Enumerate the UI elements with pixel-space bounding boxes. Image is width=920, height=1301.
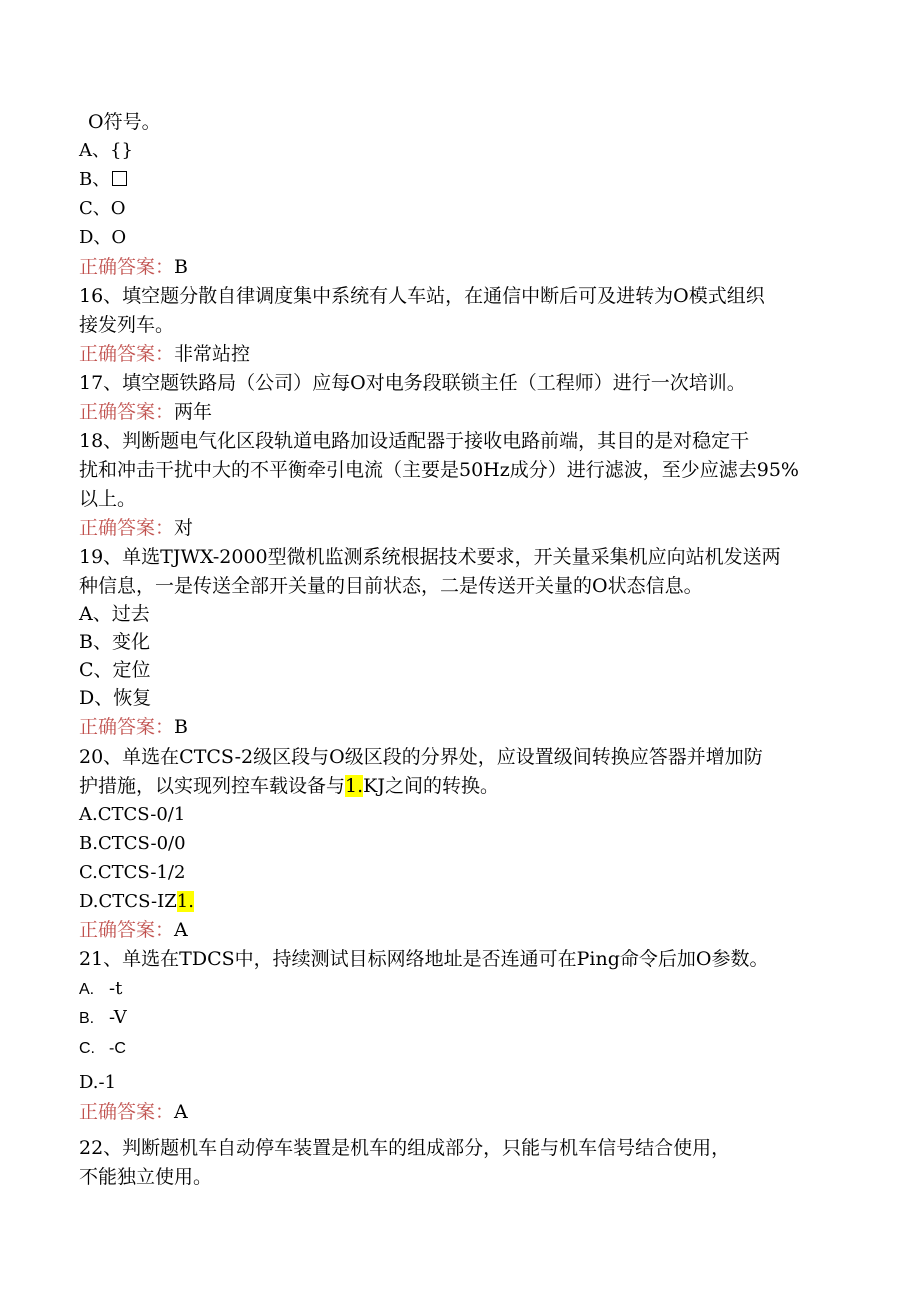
option-b <box>79 166 127 194</box>
highlighted-text: 1. <box>345 775 364 797</box>
answer-value: 对 <box>174 517 194 539</box>
question-22: 22、判断题机车自动停车装置是机车的组成部分，只能与机车信号结合使用， <box>79 1137 731 1159</box>
question-20: 20、单选在CTCS-2级区段与O级区段的分界处，应设置级间转换应答器并增加防 <box>79 746 763 768</box>
answer-label: 正确答案： <box>79 716 175 738</box>
answer-label: 正确答案： <box>79 256 175 278</box>
answer-line <box>79 713 188 741</box>
option-label: B、 <box>79 169 111 190</box>
option-d: D.-1 <box>79 1072 117 1093</box>
text-line: 扰和冲击干扰中大的不平衡牵引电流（主要是50Hz成分）进行滤波，至少应滤去95% <box>79 459 799 481</box>
option-b: B.CTCS-0/0 <box>79 833 186 854</box>
question-18: 18、判断题电气化区段轨道电路加设适配器于接收电路前端，其目的是对稳定干 <box>79 430 750 452</box>
option-d <box>79 888 194 916</box>
option-letter: A. <box>79 981 95 998</box>
question-16: 16、填空题分散自律调度集中系统有人车站，在通信中断后可及进转为O模式组织 <box>79 285 765 307</box>
option-letter: B. <box>79 1010 95 1027</box>
text-line: O符号。 <box>88 111 161 133</box>
question-17: 17、填空题铁路局（公司）应每O对电务段联锁主任（工程师）进行一次培训。 <box>79 372 746 394</box>
answer-line <box>79 398 212 426</box>
answer-line <box>79 1098 188 1126</box>
text-line: 种信息，一是传送全部开关量的目前状态，二是传送开关量的O状态信息。 <box>79 575 703 597</box>
option-c <box>79 1034 126 1063</box>
text-line: 不能独立使用。 <box>79 1166 213 1188</box>
option-a: A、{} <box>79 140 133 161</box>
text-segment: KJ之间的转换。 <box>363 775 499 797</box>
answer-value: A <box>174 1101 188 1123</box>
option-c: C、定位 <box>79 659 151 681</box>
option-a: A、过去 <box>79 603 150 625</box>
option-text: -t <box>109 978 123 999</box>
option-text: -C <box>109 1040 126 1057</box>
text-line <box>79 772 499 800</box>
text-line: 接发列车。 <box>79 314 175 336</box>
square-icon <box>112 171 127 186</box>
option-d: D、恢复 <box>79 687 152 709</box>
option-c: C、O <box>79 198 126 219</box>
answer-label: 正确答案： <box>79 343 175 365</box>
answer-value: B <box>174 256 188 278</box>
text-line: 以上。 <box>79 488 137 510</box>
answer-value: 两年 <box>174 401 213 423</box>
answer-value: 非常站控 <box>174 343 251 365</box>
question-19: 19、单选TJWX-2000型微机监测系统根据技术要求，开关量采集机应向站机发送两 <box>79 546 781 568</box>
answer-value: A <box>174 919 188 941</box>
answer-label: 正确答案： <box>79 401 175 423</box>
answer-label: 正确答案： <box>79 517 175 539</box>
option-text: -V <box>109 1007 127 1028</box>
answer-value: B <box>174 716 188 738</box>
question-21: 21、单选在TDCS中，持续测试目标网络地址是否连通可在Ping命令后加O参数。 <box>79 948 769 970</box>
option-b <box>79 1004 127 1033</box>
option-label: D.CTCS-IZ <box>79 891 177 912</box>
answer-line <box>79 253 188 281</box>
answer-line <box>79 340 250 368</box>
answer-line <box>79 916 188 944</box>
answer-label: 正确答案： <box>79 919 175 941</box>
option-c: C.CTCS-1/2 <box>79 862 186 883</box>
option-letter: C. <box>79 1040 95 1057</box>
highlighted-text: 1. <box>176 891 194 912</box>
option-d: D、O <box>79 227 127 248</box>
answer-label: 正确答案： <box>79 1101 175 1123</box>
option-b: B、变化 <box>79 631 150 653</box>
option-a <box>79 975 122 1004</box>
text-segment: 护措施，以实现列控车载设备与 <box>79 775 346 797</box>
option-a: A.CTCS-0/1 <box>79 804 186 825</box>
answer-line <box>79 514 193 542</box>
